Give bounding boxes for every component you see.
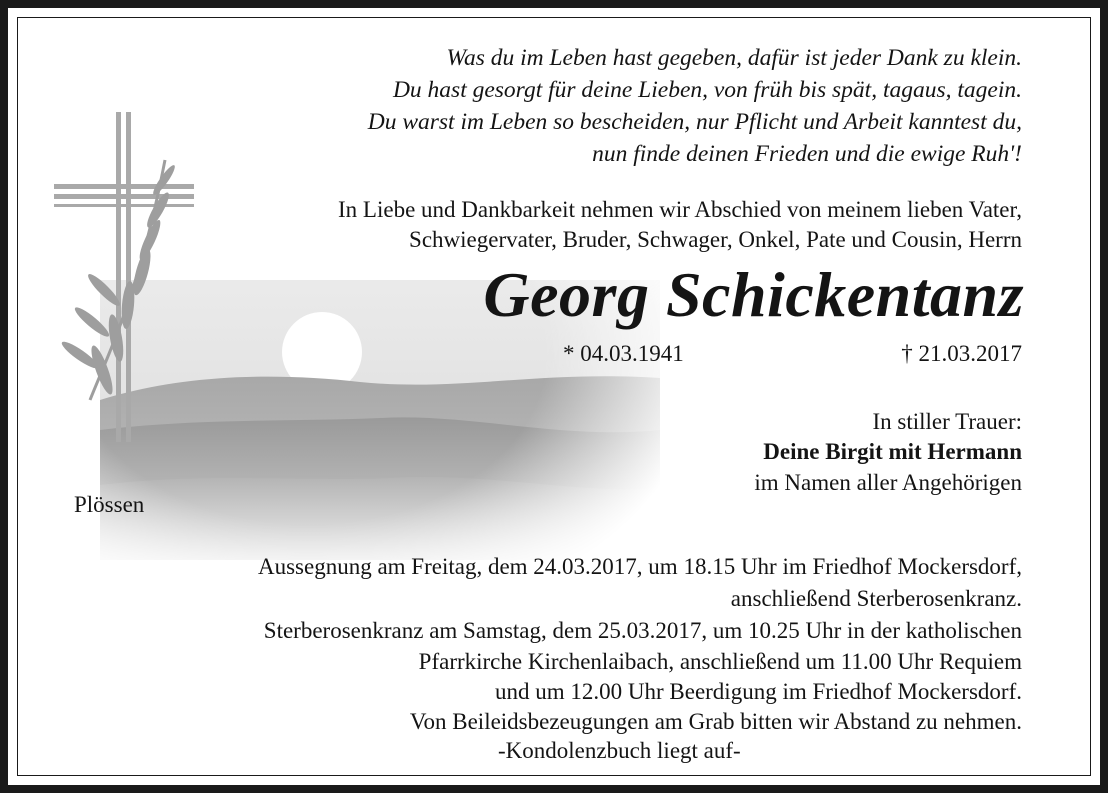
poem-line-4: nun finde deinen Frieden und die ewige Ruh'! (592, 141, 1022, 167)
service-line-2: anschließend Sterberosenkranz. (730, 586, 1022, 611)
poem-line-3: Du warst im Leben so bescheiden, nur Pflicht und Arbeit kanntest du, (367, 109, 1022, 135)
birth-date: * 04.03.1941 (563, 341, 684, 366)
condolence-note: -Kondolenzbuch liegt auf- (498, 738, 741, 763)
service-line-6: Von Beileidsbezeugungen am Grab bitten wir Abstand zu nehmen. (409, 709, 1022, 734)
intro-line-1: In Liebe und Dankbarkeit nehmen wir Abschied von meinem lieben Vater, (338, 197, 1022, 222)
service-line-5: und um 12.00 Uhr Beerdigung im Friedhof Mockersdorf. (494, 679, 1022, 704)
intro-line-2: Schwiegervater, Bruder, Schwager, Onkel, Pate und Cousin, Herrn (409, 227, 1022, 252)
deceased-name: Georg Schickentanz (483, 259, 1024, 330)
service-line-3: Sterberosenkranz am Samstag, dem 25.03.2017, um 10.25 Uhr in der katholischen (263, 618, 1022, 643)
poem-line-1: Was du im Leben hast gegeben, dafür ist jeder Dank zu klein. (446, 45, 1022, 71)
service-line-1: Aussegnung am Freitag, dem 24.03.2017, um 18.15 Uhr im Friedhof Mockersdorf, (257, 554, 1022, 579)
poem-line-2: Du hast gesorgt für deine Lieben, von früh bis spät, tagaus, tagein. (392, 77, 1022, 103)
place-name: Plössen (74, 492, 145, 517)
service-line-4: Pfarrkirche Kirchenlaibach, anschließend um 11.00 Uhr Requiem (418, 649, 1022, 674)
mourners-heading: In stiller Trauer: (872, 409, 1022, 434)
death-date: † 21.03.2017 (901, 341, 1022, 366)
mourners-family: im Namen aller Angehörigen (754, 470, 1022, 495)
mourners-names: Deine Birgit mit Hermann (763, 439, 1022, 464)
